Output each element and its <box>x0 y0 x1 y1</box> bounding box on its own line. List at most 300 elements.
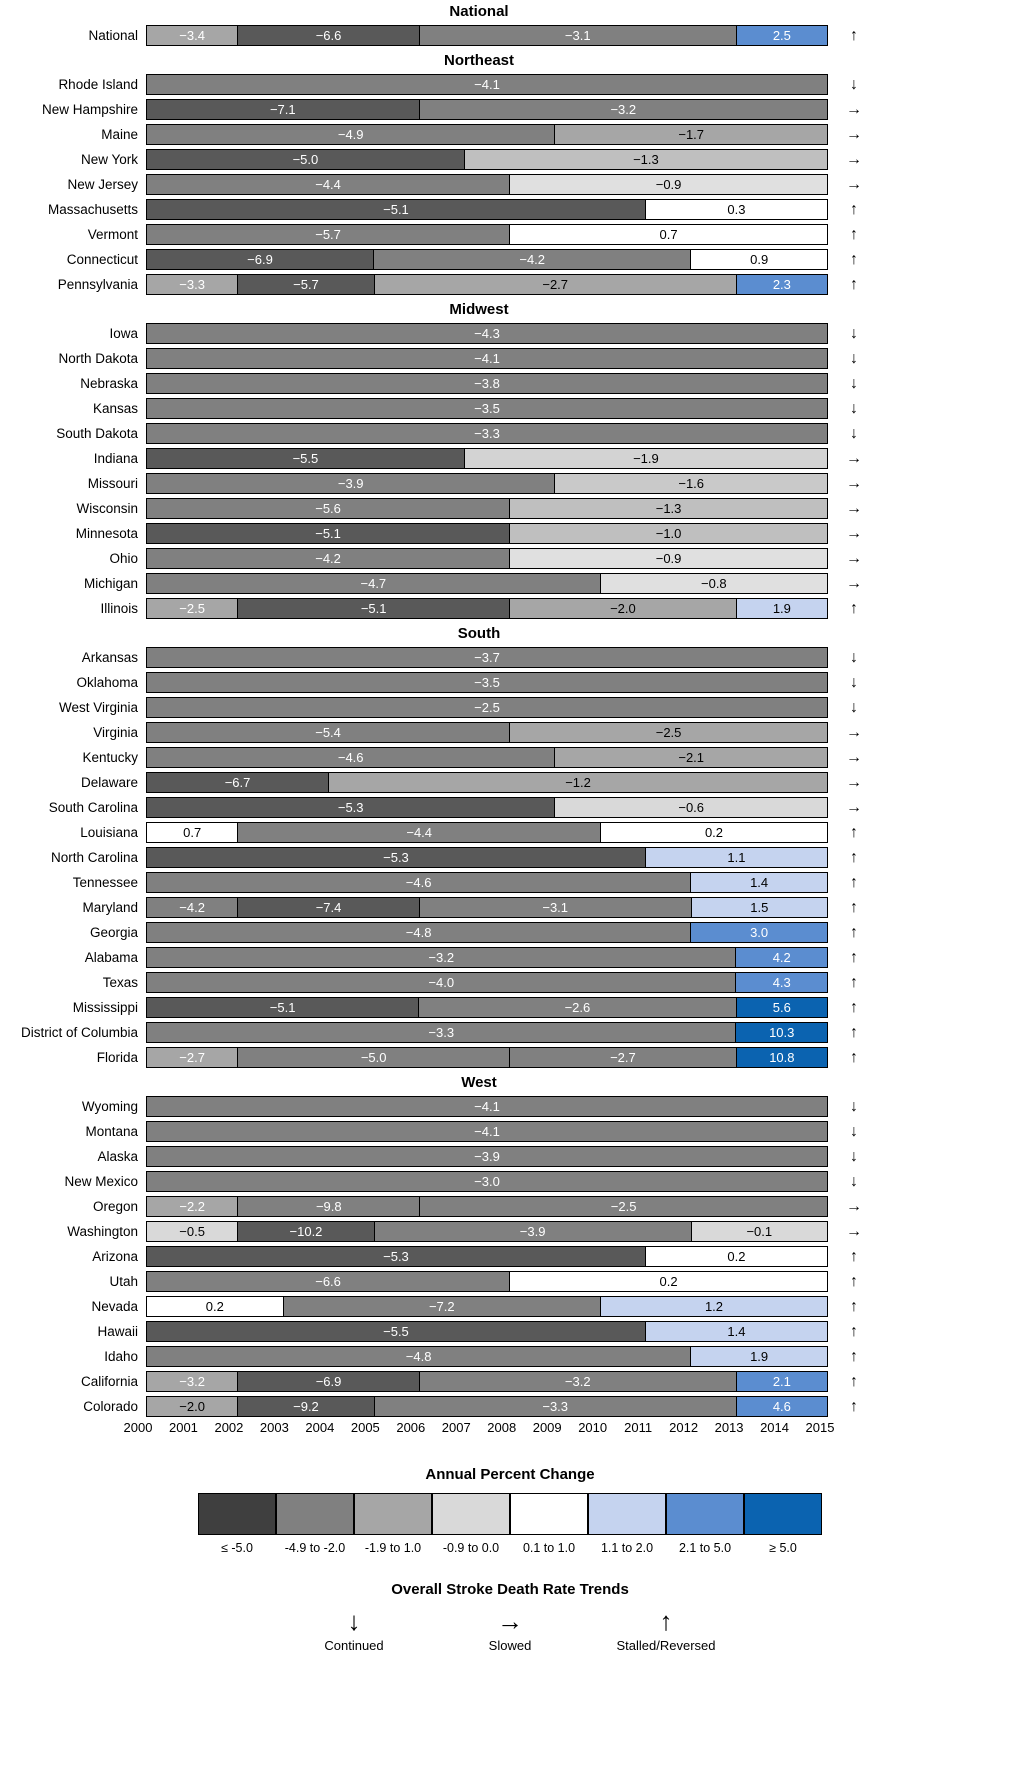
bar-segment: −5.3 <box>147 1247 645 1266</box>
bar-segment: −1.2 <box>328 773 827 792</box>
bar-segment: −4.8 <box>147 1347 690 1366</box>
chart-row <box>0 646 1020 669</box>
row-bar <box>146 1171 828 1192</box>
trend-arrow-icon: → <box>846 101 862 118</box>
legend-item <box>432 1493 510 1555</box>
axis-tick-label: 2005 <box>350 1420 380 1435</box>
row-label: Kansas <box>92 401 138 416</box>
legend-item <box>354 1493 432 1555</box>
chart-row <box>0 1170 1020 1193</box>
axis-tick-label: 2007 <box>441 1420 471 1435</box>
chart-row <box>0 322 1020 345</box>
chart-row <box>0 597 1020 620</box>
bar-segment: −3.9 <box>147 474 554 493</box>
legend-title: Annual Percent Change <box>425 1466 595 1483</box>
bar-segment: 1.9 <box>690 1347 827 1366</box>
bar-segment: −7.4 <box>237 898 419 917</box>
row-label: Oklahoma <box>76 675 138 690</box>
chart-row <box>0 746 1020 769</box>
row-bar <box>146 872 828 893</box>
bar-segment: −5.1 <box>237 599 509 618</box>
trend-arrow-icon: → <box>846 575 862 592</box>
bar-segment: −4.2 <box>373 250 690 269</box>
bar-segment: −2.2 <box>147 1197 237 1216</box>
trend-legend-label: Slowed <box>488 1638 532 1653</box>
row-label: Idaho <box>104 1349 138 1364</box>
row-bar <box>146 897 828 918</box>
row-bar <box>146 224 828 245</box>
trend-arrow-icon: ↓ <box>850 1123 858 1140</box>
chart-row <box>0 372 1020 395</box>
bar-segment: −5.7 <box>237 275 373 294</box>
chart-row <box>0 1395 1020 1418</box>
bar-segment: −5.1 <box>147 998 418 1017</box>
bar-segment: 10.3 <box>735 1023 827 1042</box>
bar-segment: 1.2 <box>600 1297 827 1316</box>
row-label: Georgia <box>89 925 138 940</box>
bar-segment: −2.5 <box>147 599 237 618</box>
axis-tick-label: 2006 <box>396 1420 426 1435</box>
bar-segment: −5.3 <box>147 798 554 817</box>
bar-segment: −4.4 <box>237 823 600 842</box>
chart-row <box>0 447 1020 470</box>
row-label: Missouri <box>87 476 138 491</box>
bar-segment: −1.7 <box>554 125 827 144</box>
bar-segment: 4.6 <box>736 1397 827 1416</box>
bar-segment: −2.0 <box>509 599 736 618</box>
bar-segment: −3.3 <box>147 424 827 443</box>
trend-arrow-icon: ↑ <box>850 1273 858 1290</box>
bar-segment: −5.3 <box>147 848 645 867</box>
chart-row <box>0 996 1020 1019</box>
legend-swatch <box>744 1493 822 1535</box>
row-label: Ohio <box>109 551 138 566</box>
trend-arrow-icon: ↑ <box>850 600 858 617</box>
bar-segment: 5.6 <box>736 998 827 1017</box>
bar-segment: −5.6 <box>147 499 509 518</box>
chart-row <box>0 1021 1020 1044</box>
bar-segment: −9.2 <box>237 1397 373 1416</box>
trend-arrow-icon: ↓ <box>850 699 858 716</box>
bar-segment: −2.5 <box>419 1197 827 1216</box>
trend-arrow-icon: ↑ <box>850 1024 858 1041</box>
legend-swatch <box>666 1493 744 1535</box>
row-bar <box>146 473 828 494</box>
row-label: Rhode Island <box>58 77 138 92</box>
chart-row <box>0 1195 1020 1218</box>
chart-row <box>0 198 1020 221</box>
row-label: New Jersey <box>67 177 138 192</box>
chart-row <box>0 1345 1020 1368</box>
row-label: Nebraska <box>80 376 138 391</box>
legend-item <box>510 1493 588 1555</box>
bar-segment: −4.1 <box>147 349 827 368</box>
row-bar <box>146 124 828 145</box>
bar-segment: −4.0 <box>147 973 735 992</box>
axis-tick-label: 2012 <box>669 1420 699 1435</box>
trend-arrow-icon: ↓ <box>850 76 858 93</box>
legend-label: -4.9 to -2.0 <box>284 1541 346 1555</box>
bar-segment: 0.3 <box>645 200 827 219</box>
axis-tick-label: 2010 <box>578 1420 608 1435</box>
bar-segment: −4.2 <box>147 549 509 568</box>
legend-item <box>744 1493 822 1555</box>
group-header <box>0 0 838 24</box>
chart-row <box>0 547 1020 570</box>
legend-swatch <box>198 1493 276 1535</box>
row-label: Virginia <box>93 725 138 740</box>
bar-segment: 0.2 <box>509 1272 827 1291</box>
trend-arrow-icon: → <box>846 151 862 168</box>
row-bar <box>146 647 828 668</box>
bar-segment: −10.2 <box>237 1222 373 1241</box>
legend-label: 1.1 to 2.0 <box>600 1541 654 1555</box>
bar-segment: 0.7 <box>509 225 827 244</box>
bar-segment: 1.1 <box>645 848 827 867</box>
row-label: Delaware <box>80 775 138 790</box>
bar-segment: −3.9 <box>147 1147 827 1166</box>
chart-row <box>0 821 1020 844</box>
bar-segment: 1.5 <box>691 898 827 917</box>
bar-segment: −3.3 <box>374 1397 736 1416</box>
row-bar <box>146 398 828 419</box>
axis-tick-label: 2004 <box>305 1420 335 1435</box>
chart-row <box>0 1145 1020 1168</box>
trend-legend-title: Overall Stroke Death Rate Trends <box>391 1581 629 1598</box>
row-label: Wisconsin <box>76 501 138 516</box>
trend-arrow-icon: → <box>846 774 862 791</box>
bar-segment: −0.9 <box>509 175 827 194</box>
chart-row <box>0 397 1020 420</box>
chart-row <box>0 148 1020 171</box>
trend-arrow-icon: ↑ <box>850 924 858 941</box>
bar-segment: −1.3 <box>464 150 827 169</box>
chart-row <box>0 422 1020 445</box>
bar-segment: −4.1 <box>147 75 827 94</box>
row-bar <box>146 947 828 968</box>
row-bar <box>146 373 828 394</box>
bar-segment: −5.7 <box>147 225 509 244</box>
x-axis <box>123 1420 835 1442</box>
chart-row <box>0 497 1020 520</box>
trend-arrow-icon: ↑ <box>850 1049 858 1066</box>
row-bar <box>146 199 828 220</box>
trend-arrow-icon: ↓ <box>850 425 858 442</box>
trend-arrow-icon: ↑ <box>850 849 858 866</box>
color-legend <box>0 1493 1020 1555</box>
bar-segment: −3.4 <box>147 26 237 45</box>
chart-row <box>0 1046 1020 1069</box>
bar-segment: 1.4 <box>645 1322 827 1341</box>
bar-segment: −3.2 <box>419 100 827 119</box>
trend-arrow-icon: → <box>846 450 862 467</box>
row-label: Montana <box>85 1124 138 1139</box>
bar-segment: −5.5 <box>147 1322 645 1341</box>
trend-arrow-icon: ↑ <box>850 1348 858 1365</box>
row-label: New York <box>80 152 138 167</box>
bar-segment: −0.5 <box>147 1222 237 1241</box>
chart-row <box>0 1095 1020 1118</box>
bar-segment: −2.6 <box>418 998 735 1017</box>
trend-arrow-icon: ↑ <box>850 1373 858 1390</box>
legend-swatch <box>354 1493 432 1535</box>
chart-row <box>0 1120 1020 1143</box>
row-bar <box>146 1321 828 1342</box>
row-bar <box>146 548 828 569</box>
bar-segment: −9.8 <box>237 1197 419 1216</box>
bar-segment: −1.0 <box>509 524 827 543</box>
bar-segment: −7.2 <box>283 1297 600 1316</box>
bar-segment: 3.0 <box>690 923 827 942</box>
axis-tick-label: 2014 <box>760 1420 789 1435</box>
row-label: Arkansas <box>81 650 138 665</box>
trend-arrow-icon: → <box>846 525 862 542</box>
bar-segment: −6.7 <box>147 773 328 792</box>
row-bar <box>146 922 828 943</box>
chart-row <box>0 173 1020 196</box>
trend-legend-item <box>601 1606 731 1653</box>
bar-segment: −7.1 <box>147 100 419 119</box>
row-label: North Carolina <box>50 850 138 865</box>
axis-tick-label: 2002 <box>214 1420 244 1435</box>
group-header-label: Northeast <box>443 52 514 69</box>
row-label: Maine <box>101 127 138 142</box>
bar-segment: −5.0 <box>147 150 464 169</box>
bar-segment: −4.6 <box>147 748 554 767</box>
legend-label: ≥ 5.0 <box>769 1541 797 1555</box>
bar-segment: −4.4 <box>147 175 509 194</box>
chart-row <box>0 696 1020 719</box>
group-header-label: Midwest <box>449 301 509 318</box>
chart-row <box>0 721 1020 744</box>
bar-segment: 1.4 <box>690 873 827 892</box>
bar-segment: 0.2 <box>147 1297 283 1316</box>
bar-segment: −2.7 <box>509 1048 736 1067</box>
trend-arrow-icon: → <box>846 475 862 492</box>
row-bar <box>146 1396 828 1417</box>
bar-segment: −6.9 <box>147 250 373 269</box>
trend-arrow-icon: ↑ <box>850 201 858 218</box>
legend-swatch <box>510 1493 588 1535</box>
trend-arrow-icon: ↑ <box>850 1398 858 1415</box>
bar-segment: −0.8 <box>600 574 827 593</box>
trend-arrow-icon: ↓ <box>850 1098 858 1115</box>
trend-arrow-icon: ↑ <box>850 251 858 268</box>
trend-arrow-icon: ↑ <box>850 974 858 991</box>
bar-segment: 0.9 <box>690 250 827 269</box>
legend-label: -1.9 to 1.0 <box>364 1541 422 1555</box>
row-label: Illinois <box>100 601 138 616</box>
row-label: Alabama <box>84 950 138 965</box>
bar-segment: −0.6 <box>554 798 827 817</box>
bar-segment: −2.1 <box>554 748 827 767</box>
trend-arrow-icon: ↑ <box>850 276 858 293</box>
row-bar <box>146 747 828 768</box>
row-label: Louisiana <box>80 825 138 840</box>
group-header-label: West <box>461 1074 497 1091</box>
bar-segment: −2.7 <box>147 1048 237 1067</box>
row-label: Texas <box>102 975 138 990</box>
group-header <box>0 1071 838 1095</box>
row-bar <box>146 498 828 519</box>
row-bar <box>146 997 828 1018</box>
chart-row <box>0 1320 1020 1343</box>
trend-arrow-icon: ↓ <box>850 325 858 342</box>
axis-tick-label: 2003 <box>259 1420 289 1435</box>
row-label: Michigan <box>83 576 138 591</box>
chart-row <box>0 921 1020 944</box>
trend-arrow-icon: → <box>846 550 862 567</box>
bar-segment: 2.5 <box>736 26 827 45</box>
legend-label: 0.1 to 1.0 <box>522 1541 576 1555</box>
row-label: Connecticut <box>66 252 138 267</box>
bar-segment: −5.1 <box>147 524 509 543</box>
row-bar <box>146 573 828 594</box>
row-bar <box>146 348 828 369</box>
bar-segment: −4.1 <box>147 1097 827 1116</box>
bar-segment: −5.4 <box>147 723 509 742</box>
row-label: Kentucky <box>82 750 138 765</box>
row-label: Oregon <box>92 1199 138 1214</box>
row-label: District of Columbia <box>20 1025 138 1040</box>
bar-segment: −3.2 <box>147 948 735 967</box>
chart-row <box>0 1220 1020 1243</box>
trend-arrow-icon: ↑ <box>850 999 858 1016</box>
bar-segment: −3.3 <box>147 1023 735 1042</box>
row-label: New Hampshire <box>41 102 138 117</box>
trend-legend-label: Continued <box>324 1638 384 1653</box>
row-label: Tennessee <box>72 875 138 890</box>
bar-segment: −2.5 <box>147 698 827 717</box>
bar-segment: −4.7 <box>147 574 600 593</box>
row-bar <box>146 74 828 95</box>
trend-arrow-icon: ↑ <box>850 1298 858 1315</box>
group-header <box>0 622 838 646</box>
legend-swatch <box>432 1493 510 1535</box>
bar-segment: 0.7 <box>147 823 237 842</box>
trend-arrow-icon: → <box>846 176 862 193</box>
bar-segment: −3.1 <box>419 26 736 45</box>
chart-row <box>0 98 1020 121</box>
trend-arrow-icon: ↑ <box>850 226 858 243</box>
row-bar <box>146 25 828 46</box>
chart-row <box>0 946 1020 969</box>
row-bar <box>146 1271 828 1292</box>
row-bar <box>146 822 828 843</box>
row-label: Maryland <box>82 900 138 915</box>
bar-segment: −2.5 <box>509 723 827 742</box>
legend-item <box>276 1493 354 1555</box>
chart-row <box>0 73 1020 96</box>
bar-segment: −4.3 <box>147 324 827 343</box>
chart-row <box>0 1295 1020 1318</box>
row-bar <box>146 697 828 718</box>
row-label: Pennsylvania <box>57 277 138 292</box>
trend-arrow-icon: → <box>846 1223 862 1240</box>
row-label: Wyoming <box>81 1099 138 1114</box>
trend-arrow-icon: → <box>846 724 862 741</box>
row-bar <box>146 1346 828 1367</box>
row-bar <box>146 523 828 544</box>
row-bar <box>146 1246 828 1267</box>
bar-segment: 2.3 <box>736 275 827 294</box>
row-bar <box>146 1047 828 1068</box>
bar-segment: −4.8 <box>147 923 690 942</box>
trend-arrow-icon: ↓ <box>850 674 858 691</box>
row-bar <box>146 448 828 469</box>
trend-arrow-icon: ↑ <box>850 874 858 891</box>
row-bar <box>146 1121 828 1142</box>
bar-segment: −4.2 <box>147 898 237 917</box>
bar-segment: −3.5 <box>147 673 827 692</box>
row-label: South Carolina <box>48 800 138 815</box>
bar-segment: −4.1 <box>147 1122 827 1141</box>
row-label: Nevada <box>91 1299 138 1314</box>
row-bar <box>146 274 828 295</box>
row-label: Minnesota <box>75 526 138 541</box>
row-bar <box>146 149 828 170</box>
chart-row <box>0 347 1020 370</box>
trend-arrow-icon: → <box>497 1606 523 1636</box>
trend-arrow-icon: ↑ <box>850 1323 858 1340</box>
trend-arrow-icon: → <box>846 749 862 766</box>
row-label: Alaska <box>97 1149 138 1164</box>
bar-segment: −4.6 <box>147 873 690 892</box>
group-header <box>0 49 838 73</box>
axis-tick-label: 2001 <box>168 1420 198 1435</box>
row-label: Hawaii <box>97 1324 138 1339</box>
bar-segment: −3.1 <box>419 898 691 917</box>
trend-arrow-icon: ↓ <box>850 375 858 392</box>
bar-segment: −0.9 <box>509 549 827 568</box>
legend-swatch <box>276 1493 354 1535</box>
bar-segment: 4.2 <box>735 948 827 967</box>
bar-segment: −3.2 <box>147 1372 237 1391</box>
axis-tick-label: 2000 <box>123 1420 153 1435</box>
bar-segment: −1.3 <box>509 499 827 518</box>
chart-row <box>0 123 1020 146</box>
bar-segment: 1.9 <box>736 599 827 618</box>
trend-arrow-icon: ↓ <box>850 350 858 367</box>
bar-segment: −3.0 <box>147 1172 827 1191</box>
legend-swatch <box>588 1493 666 1535</box>
row-label: West Virginia <box>58 700 138 715</box>
bar-segment: −5.1 <box>147 200 645 219</box>
row-bar <box>146 772 828 793</box>
trend-legend <box>0 1606 1020 1653</box>
chart-row <box>0 896 1020 919</box>
row-label: Vermont <box>87 227 138 242</box>
row-label: South Dakota <box>56 426 138 441</box>
trend-arrow-icon: ↓ <box>850 1173 858 1190</box>
row-bar <box>146 174 828 195</box>
trend-arrow-icon: ↑ <box>850 899 858 916</box>
bar-segment: 2.1 <box>736 1372 827 1391</box>
row-bar <box>146 598 828 619</box>
legend-label: -0.9 to 0.0 <box>442 1541 500 1555</box>
row-bar <box>146 1022 828 1043</box>
bar-segment: −3.9 <box>374 1222 691 1241</box>
row-label: Massachusetts <box>47 202 138 217</box>
row-label: New Mexico <box>64 1174 138 1189</box>
chart-row <box>0 671 1020 694</box>
chart-row <box>0 522 1020 545</box>
bar-segment: −6.6 <box>147 1272 509 1291</box>
legend-label: 2.1 to 5.0 <box>678 1541 732 1555</box>
chart-row <box>0 771 1020 794</box>
bar-segment: 0.2 <box>645 1247 827 1266</box>
trend-arrow-icon: ↑ <box>850 1248 858 1265</box>
